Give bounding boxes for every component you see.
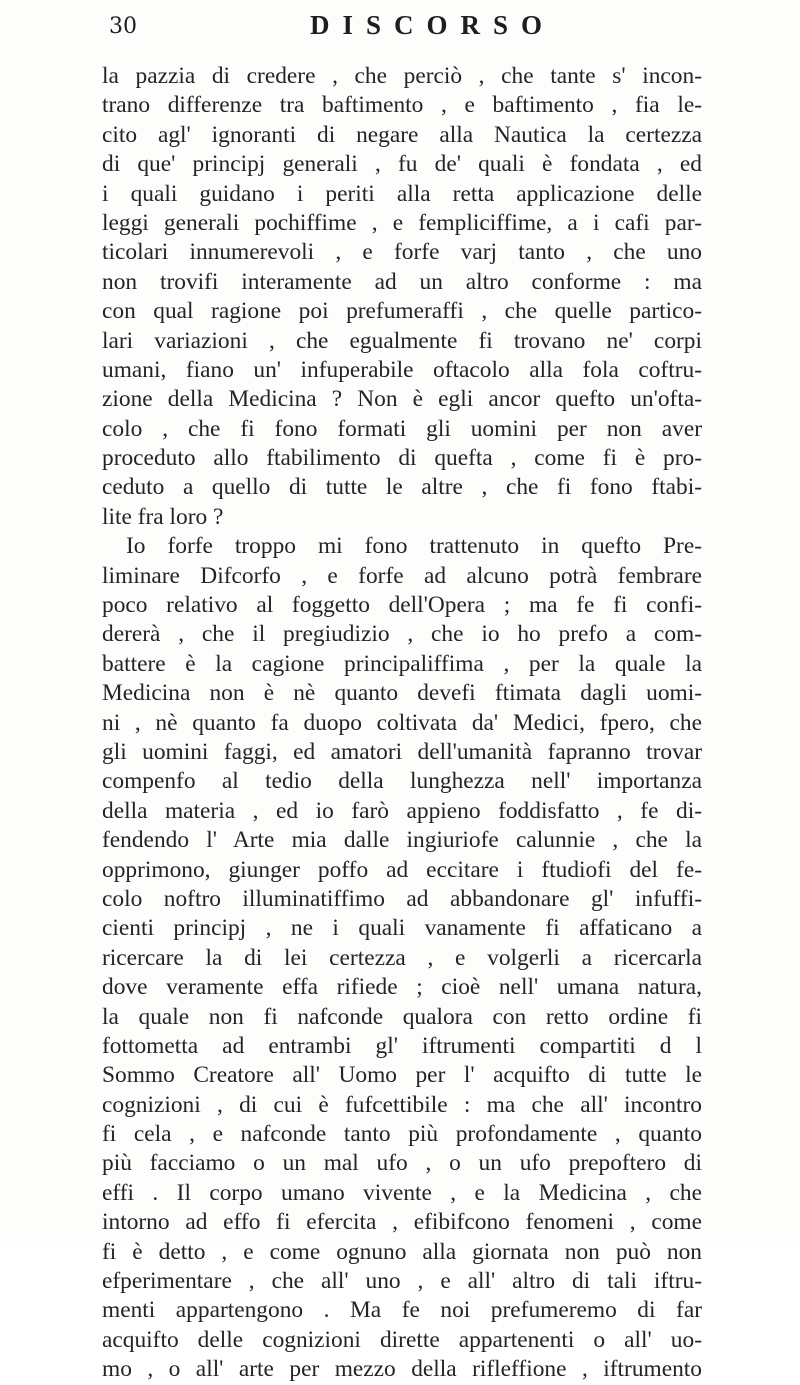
text-line: fendendo l' Arte mia dalle ingiuriofe calunnie , che la — [102, 827, 702, 854]
text-line: fi è detto , e come ognuno alla giornata non può non — [102, 1238, 702, 1265]
text-line: ceduto a quello di tutte le altre , che fi fono ftabi- — [102, 474, 702, 501]
text-line: acquifto delle cognizioni dirette appartenenti o all' uo- — [102, 1326, 702, 1353]
text-line: effi . Il corpo umano vivente , e la Medicina , che — [102, 1179, 702, 1206]
text-line: dove veramente effa rifiede ; cioè nell' umana natura, — [102, 974, 702, 1001]
text-line: zione della Medicina ? Non è egli ancor quefto un'ofta- — [102, 386, 702, 413]
text-line: ni , nè quanto fa duopo coltivata da' Medici, fpero, che — [102, 709, 702, 736]
text-line: con qual ragione poi prefumeraffi , che quelle partico- — [102, 298, 702, 325]
text-line: colo , che fi fono formati gli uomini per non aver — [102, 415, 702, 442]
text-line: Io forfe troppo mi fono trattenuto in quefto Pre- — [126, 533, 702, 560]
text-line: dererà , che il pregiudizio , che io ho prefo a com- — [102, 621, 702, 648]
text-line: Sommo Creatore all' Uomo per l' acquifto di tutte le — [102, 1062, 702, 1089]
text-line: della materia , ed io farò appieno foddisfatto , fe di- — [102, 797, 702, 824]
text-line: ticolari innumerevoli , e forfe varj tanto , che uno — [102, 239, 702, 266]
text-line: menti appartengono . Ma fe noi prefumeremo di far — [102, 1297, 702, 1324]
text-line: poco relativo al foggetto dell'Opera ; ma fe fi confi- — [102, 592, 702, 619]
page-number: 30 — [109, 14, 137, 39]
body-text — [102, 62, 702, 1385]
text-line: umani, fiano un' infuperabile oftacolo alla fola coftru- — [102, 356, 702, 383]
text-line: battere è la cagione principaliffima , per la quale la — [102, 650, 702, 677]
text-line: leggi generali pochiffime , e fempliciffime, a i cafi par- — [102, 209, 702, 236]
text-line: colo noftro illuminatiffimo ad abbandonare gl' infuffi- — [102, 885, 702, 912]
text-line: gli uomini faggi, ed amatori dell'umanità fapranno trovar — [102, 738, 702, 765]
text-line: di que' principj generali , fu de' quali è fondata , ed — [102, 151, 702, 178]
text-line: proceduto allo ftabilimento di quefta , come fi è pro- — [102, 445, 702, 472]
text-line: mo , o all' arte per mezzo della rifleffione , iftrumento — [102, 1356, 702, 1383]
text-line: cienti principj , ne i quali vanamente fi affaticano a — [102, 915, 702, 942]
text-line: la pazzia di credere , che perciò , che tante s' incon- — [102, 63, 702, 89]
text-line: opprimono, giunger poffo ad eccitare i ftudiofi del fe- — [102, 856, 702, 883]
text-line: i quali guidano i periti alla retta applicazione delle — [102, 180, 702, 207]
text-line: non trovifi interamente ad un altro conforme : ma — [102, 268, 702, 295]
text-line: più facciamo o un mal ufo , o un ufo prepoftero di — [102, 1150, 702, 1177]
text-line: cito agl' ignoranti di negare alla Nautica la certezza — [102, 121, 702, 148]
text-line: la quale non fi nafconde qualora con retto ordine fi — [102, 1003, 702, 1030]
text-line: trano differenze tra baftimento , e baftimento , fia le- — [102, 92, 702, 119]
text-line: compenfo al tedio della lunghezza nell' importanza — [102, 768, 702, 795]
text-line: efperimentare , che all' uno , e all' altro di tali iftru- — [102, 1268, 702, 1295]
running-title: DISCORSO — [310, 10, 556, 40]
text-line: ricercare la di lei certezza , e volgerli a ricercarla — [102, 944, 702, 971]
text-line: intorno ad effo fi efercita , efibifcono fenomeni , come — [102, 1209, 702, 1236]
text-line: liminare Difcorfo , e forfe ad alcuno potrà fembrare — [102, 562, 702, 589]
text-line: lite fra loro ? — [102, 503, 224, 530]
text-line: fi cela , e nafconde tanto più profondamente , quanto — [102, 1121, 702, 1148]
text-line: fottometta ad entrambi gl' iftrumenti compartiti d l — [102, 1032, 702, 1059]
text-line: cognizioni , di cui è fufcettibile : ma che all' incontro — [102, 1091, 702, 1118]
text-line: lari variazioni , che egualmente fi trovano ne' corpi — [102, 327, 702, 354]
text-line: Medicina non è nè quanto devefi ftimata dagli uomi- — [102, 680, 702, 707]
